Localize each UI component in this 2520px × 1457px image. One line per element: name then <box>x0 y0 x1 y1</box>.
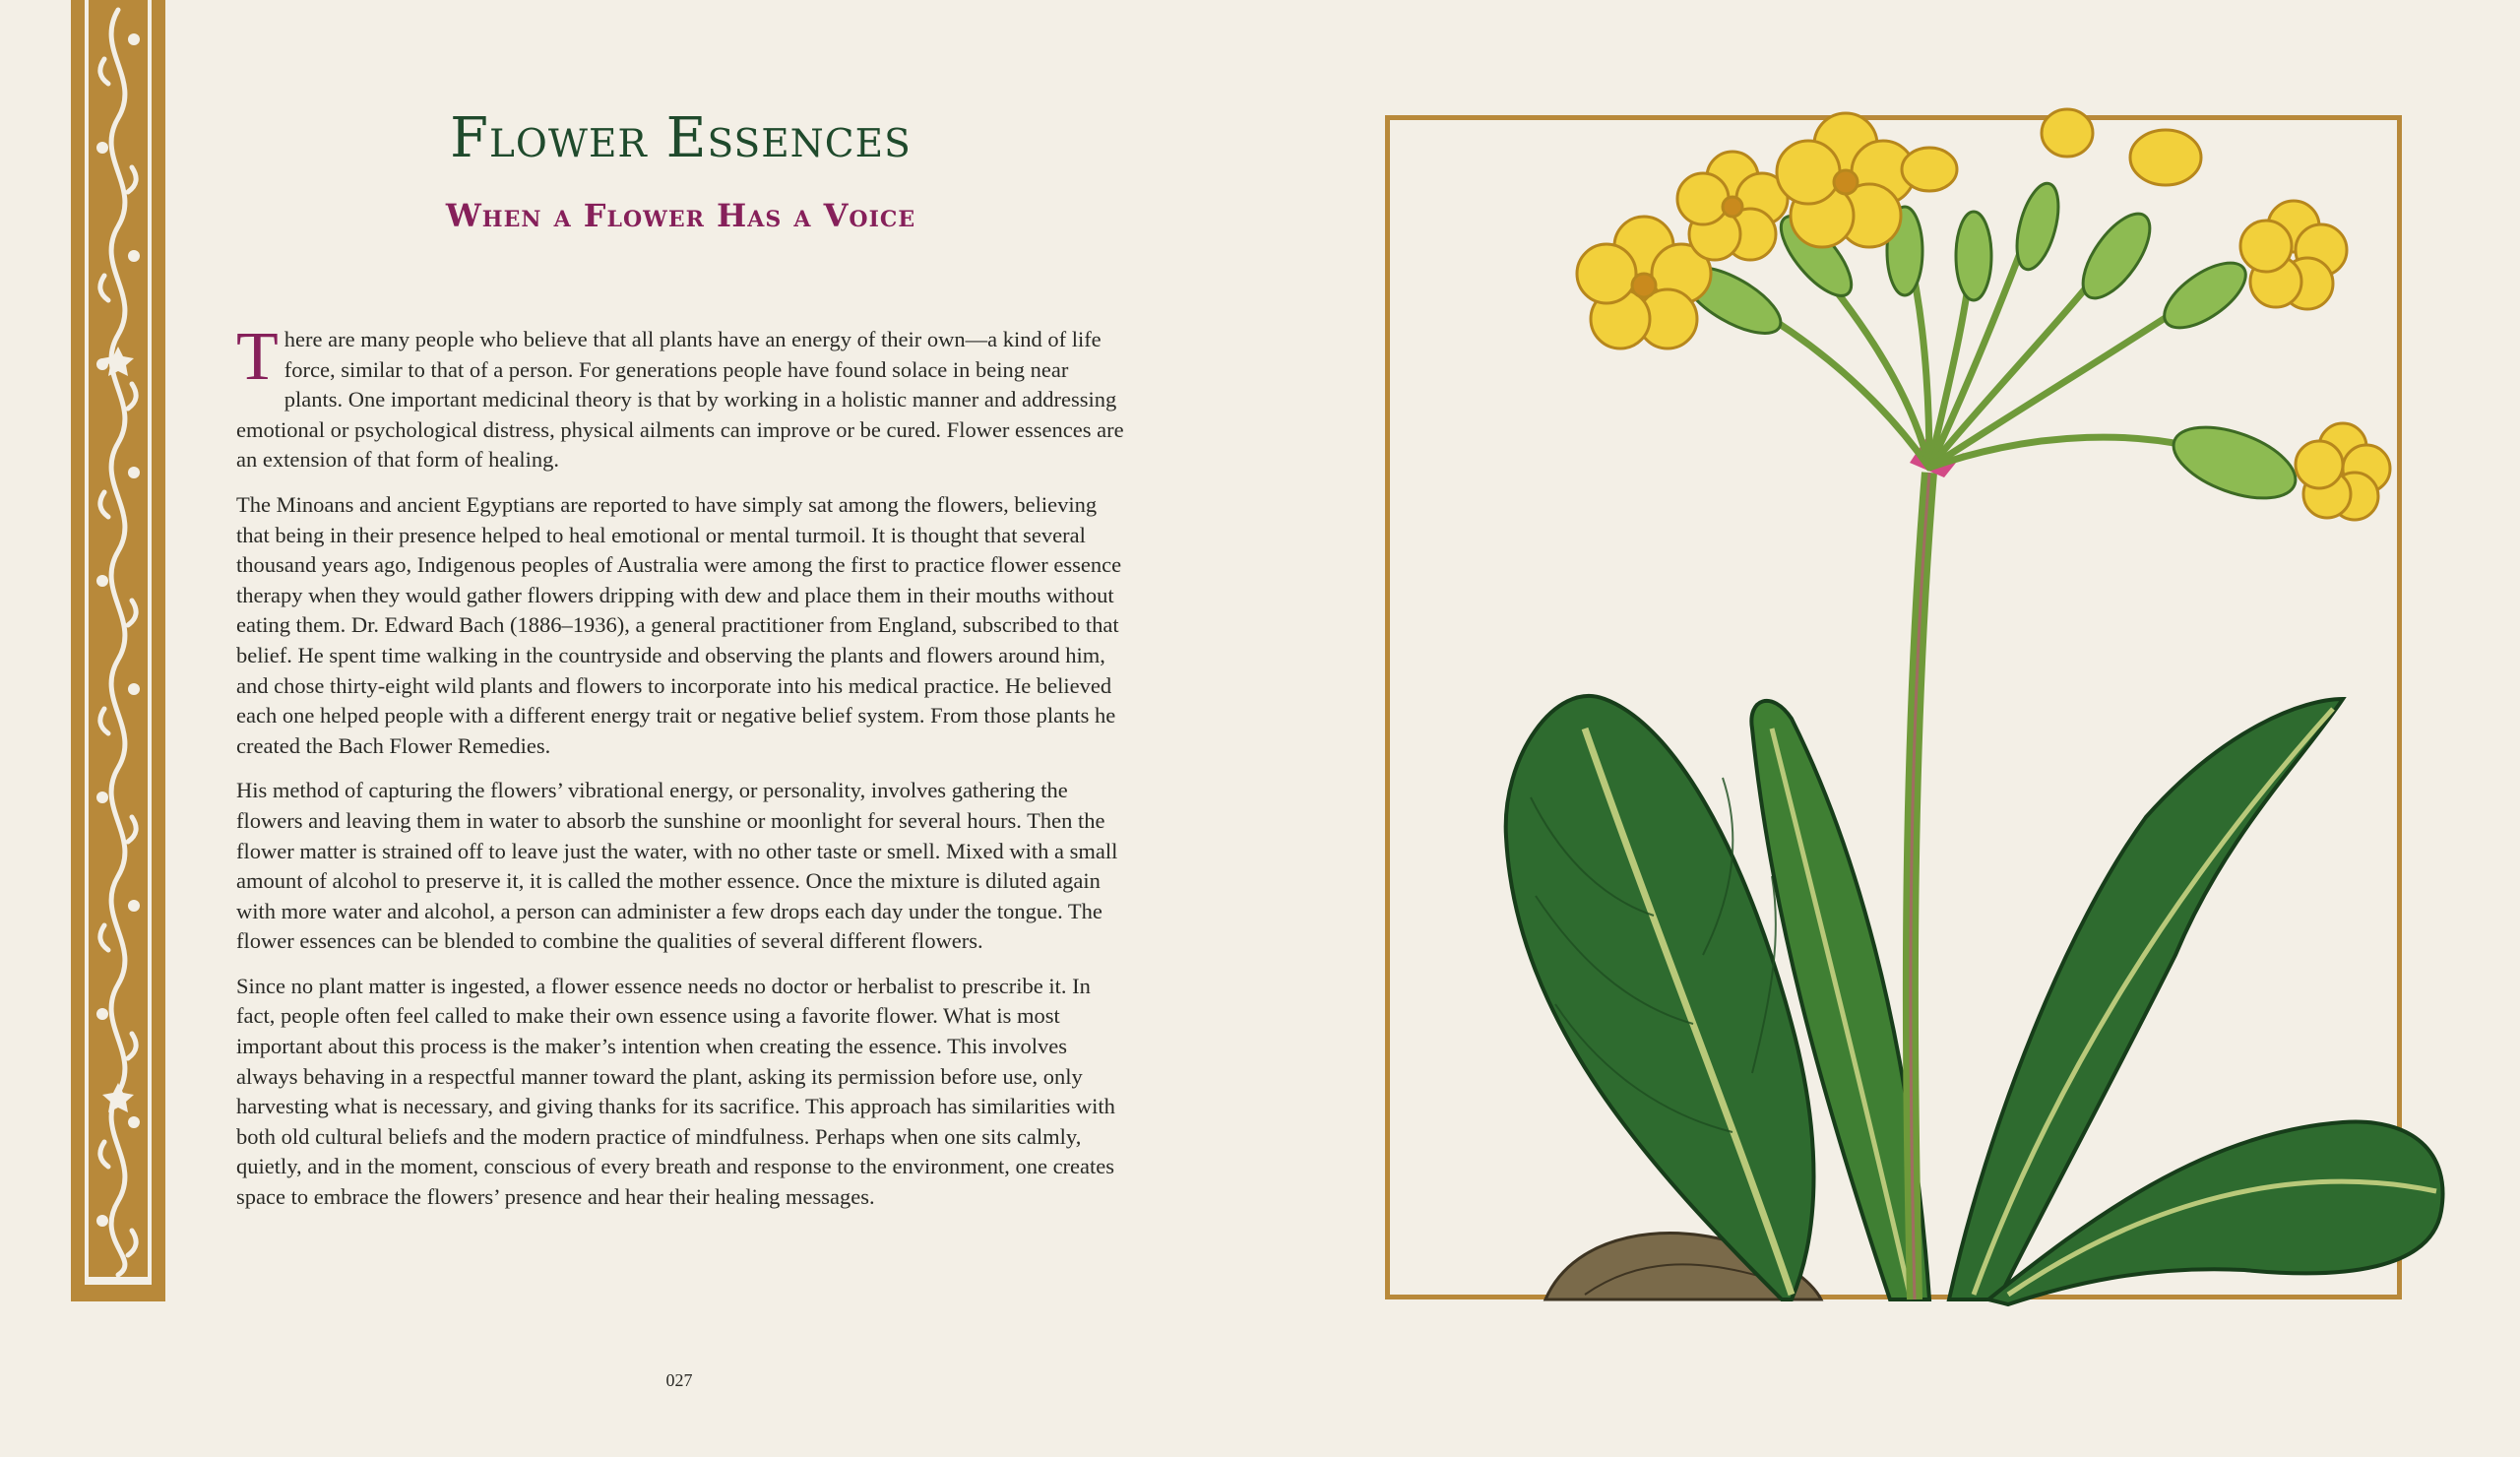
page-title: Flower Essences <box>450 106 912 170</box>
article-body <box>236 319 1127 1228</box>
page-number: 027 <box>665 1370 693 1390</box>
ornamental-border <box>71 0 165 1301</box>
paragraph-3: His method of capturing the flowers’ vibrational energy, or personality, involves gathering the flowers and leaving them in water to absorb the sunshine or moonlight for several hours. Then the flower matter is strained off to leave just the water, with no other taste or smell. Mixed with a small amount of alcohol to preserve it, it is called the mother essence. Once the mixture is diluted again with more water and alcohol, a person can administer a few drops each day under the tongue. The flower essences can be blended to combine the qualities of several different flowers. <box>236 778 1118 954</box>
primrose-illustration-icon <box>1358 89 2451 1309</box>
paragraph-1 <box>236 319 1127 475</box>
paragraph-2: The Minoans and ancient Egyptians are reported to have simply sat among the flowers, believing that being in their presence helped to heal emotional or mental turmoil. It is thought that several thousand years ago, Indigenous peoples of Australia were among the first to practice flower essence therapy when they would gather flowers dripping with dew and place them in their mouths without eating them. Dr. Edward Bach (1886–1936), a general practitioner from England, subscribed to that belief. He spent time walking in the countryside and observing the plants and flowers around him, and chose thirty-eight wild plants and flowers to incorporate into his medical practice. He believed each one helped people with a different energy trait or negative belief system. From those plants he created the Bach Flower Remedies. <box>236 491 1122 758</box>
paragraph-4: Since no plant matter is ingested, a flower essence needs no doctor or herbalist to prescribe it. In fact, people often feel called to make their own essence using a favorite flower. What is most important about this process is the maker’s intention when creating the essence. This involves always behaving in a respectful manner toward the plant, asking its permission before use, only harvesting what is necessary, and giving thanks for its sacrifice. This approach has similarities with both old cultural beliefs and the modern practice of mindfulness. Perhaps when one sits calmly, quietly, and in the moment, conscious of every breath and response to the environment, one creates space to embrace the flowers’ presence and hear their healing messages. <box>236 973 1115 1210</box>
paragraph-1-text: here are many people who believe that all plants have an energy of their own—a kind of life force, similar to that of a person. For generations people have found solace in being near plants. One important medicinal theory is that by working in a holistic manner and addressing emotional or psychological distress, physical ailments can improve or be cured. Flower essences are an extension of that form of healing. <box>236 327 1124 473</box>
ornamental-border-icon <box>85 0 152 1285</box>
page-subtitle: When a Flower Has a Voice <box>445 197 916 234</box>
drop-cap: T <box>236 319 279 395</box>
